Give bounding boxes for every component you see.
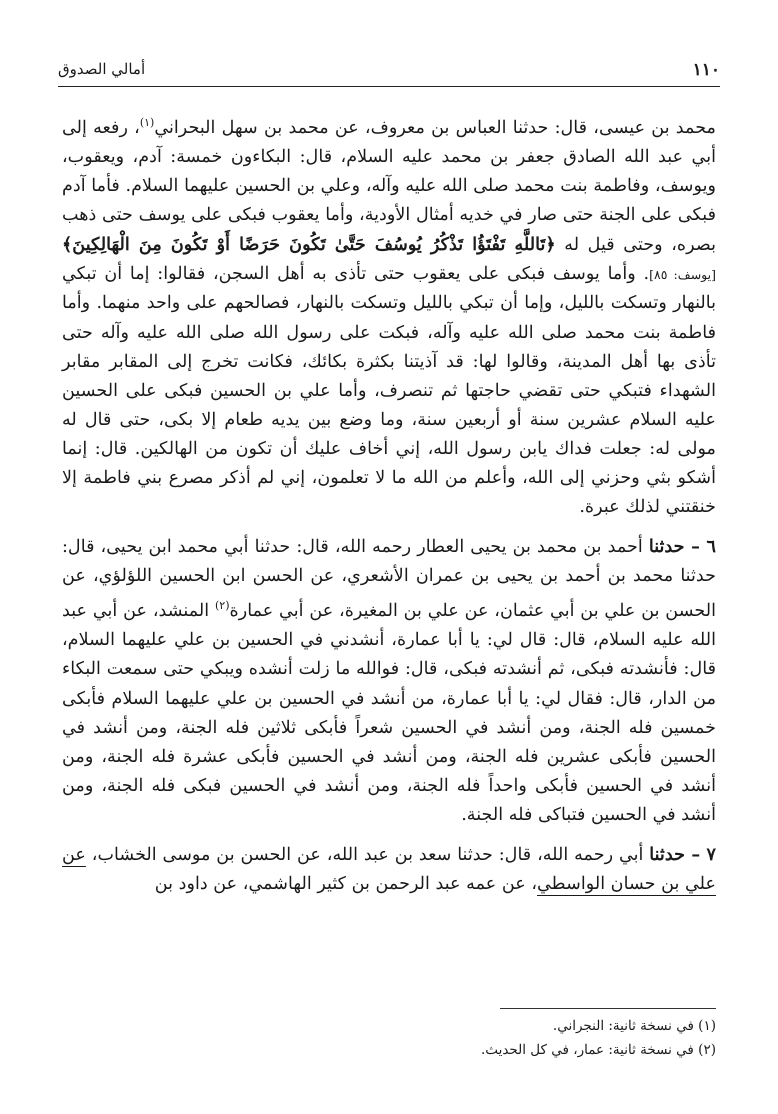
footnote-2: (٢) في نسخة ثانية: عمار، في كل الحديث. <box>481 1042 716 1058</box>
paragraph-text: ، عن عمه عبد الرحمن بن كثير الهاشمي، عن داود بن <box>154 874 538 895</box>
paragraph-text: أحمد بن محمد بن يحيى العطار رحمه الله، قال: حدثنا أبي محمد ابن يحيى، قال: حدثنا محمد بن أحمد بن يحيى بن عمران الأشعري، عن الحسن ابن الحسين اللؤلؤي، عن الحسن بن علي بن أبي عثمان، عن علي بن المغيرة، عن أبي عمارة <box>62 537 716 622</box>
underlined-text: عن علي بن حسان الواسطي <box>62 844 716 895</box>
quran-verse: ﴿تَاللَّهِ تَفْتَؤُا تَذْكُرُ يُوسُفَ حَتَّىٰ تَكُونَ حَرَضًا أَوْ تَكُونَ مِنَ الْهَالِكِينَ﴾ <box>62 234 556 256</box>
footnote-marker: (١) <box>139 116 155 129</box>
verse-reference: [يوسف: ٨٥] <box>649 267 716 283</box>
paragraph-hadith-6 <box>62 532 716 830</box>
hadith-lead: ٦ – حدثنا <box>648 536 716 558</box>
paragraph-text: . وأما يوسف فبكى على يعقوب حتى تأذى به أهل السجن، فقالوا: إما أن تبكي بالنهار وتسكت بالليل، وإما أن تبكي بالليل وتسكت بالنهار، فصالحهم على واحد منهما. وأما فاطمة بنت محمد صلى الله عليه وآله، فبكت على رسول الله صلى الله عليه وآله حتى تأذى بها أهل المدينة، وقالوا لها: قد آذيتنا بكثرة بكائك، فكانت تخرج إلى المقابر مقابر الشهداء فتبكي حتى تقضي حاجتها ثم تنصرف، وأما علي بن الحسين فبكى على الحسين عليه السلام عشرين سنة أو أربعين سنة، وما وضع بين يديه طعام إلا بكى، حتى قال له مولى له: جعلت فداك يابن رسول الله، إني أخاف عليك أن تكون من الهالكين. قال: إنما أشكو بثي وحزني إلى الله، وأعلم من الله ما لا تعلمون، إني لم أذكر مصرع بني فاطمة إلا خنقتني لذلك عبرة. <box>62 264 716 518</box>
header-rule <box>58 86 720 87</box>
main-text <box>62 108 716 899</box>
paragraph-gap <box>62 830 716 840</box>
footnote-marker: (٢) <box>214 599 230 613</box>
paragraph-text: أبي رحمه الله، قال: حدثنا سعد بن عبد الله، عن الحسن بن موسى الخشاب، <box>85 844 650 865</box>
hadith-lead: ٧ – حدثنا <box>649 843 716 865</box>
footnote-rule <box>500 1008 716 1009</box>
paragraph-gap <box>62 522 716 532</box>
paragraph-text: محمد بن عيسى، قال: حدثنا العباس بن معروف، عن محمد بن سهل البحراني <box>154 117 716 138</box>
paragraph-text: المنشد، عن أبي عبد الله عليه السلام، قال: قال لي: يا أبا عمارة، أنشدني في الحسين بن علي عليهما السلام، قال: فأنشدته فبكى، ثم أنشدته فبكى، قال: فوالله ما زلت أنشده ويبكي حتى سمعت البكاء من الدار، قال: فقال لي: يا أبا عمارة، من أنشد في الحسين بن علي عليهما السلام فأبكى خمسين فله الجنة، ومن أنشد في الحسين شعراً فأبكى ثلاثين فله الجنة، ومن أنشد في الحسين فأبكى عشرين فله الجنة، ومن أنشد في الحسين فأبكى عشرة فله الجنة، ومن أنشد في الحسين فأبكى واحداً فله الجنة، ومن أنشد في الحسين فبكى فله الجنة، ومن أنشد في الحسين فتباكى فله الجنة. <box>62 601 716 825</box>
running-header <box>58 58 720 84</box>
page-number: ١١٠ <box>692 60 720 80</box>
paragraph-text: ، رفعه إلى أبي عبد الله الصادق جعفر بن محمد عليه السلام، قال: البكاءون خمسة: آدم، ويعقوب، ويوسف، وفاطمة بنت محمد صلى الله عليه وآله، وعلي بن الحسين عليهما السلام. فأما آدم فبكى على الجنة حتى صار في خديه أمثال الأودية، وأما يعقوب فبكى على يوسف حتى ذهب بصره، وحتى قيل له <box>62 117 716 256</box>
paragraph-hadith-5 <box>62 108 716 522</box>
paragraph-hadith-7 <box>62 840 716 899</box>
book-title: أمالي الصدوق <box>58 60 146 78</box>
footnotes <box>62 1014 716 1062</box>
footnote-1: (١) في نسخة ثانية: النجراني. <box>552 1018 716 1034</box>
